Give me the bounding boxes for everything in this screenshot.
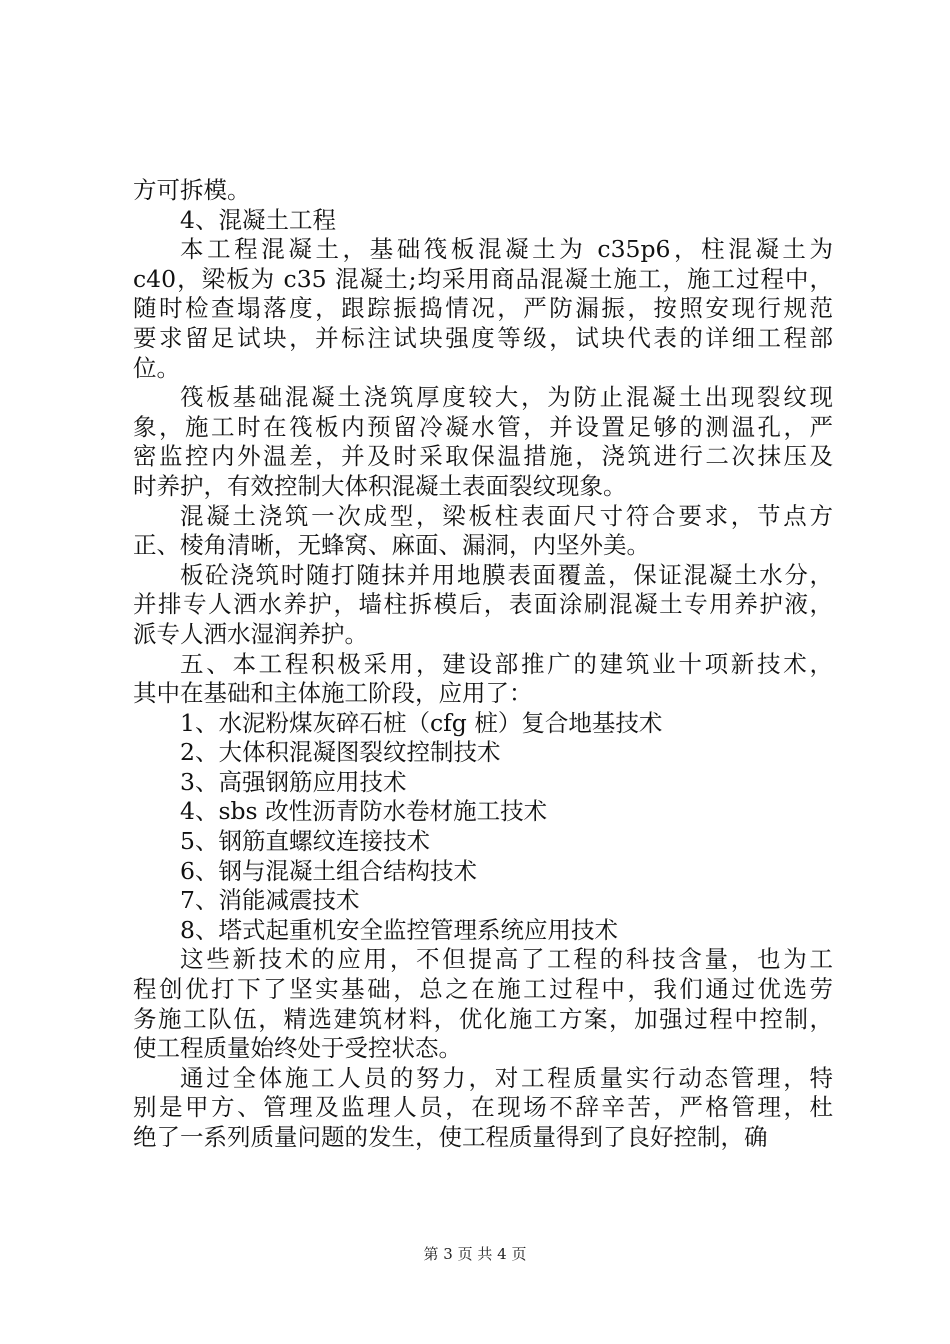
paragraph: [133, 1064, 833, 1153]
text-line: 6、钢与混凝土组合结构技术: [180, 856, 477, 885]
text-line: 位。: [133, 353, 180, 382]
text-line: 五、本工程积极采用，建设部推广的建筑业十项新技术，: [180, 649, 833, 678]
text-line: 方可拆模。: [133, 176, 251, 204]
text-line: 2、大体积混凝图裂纹控制技术: [180, 738, 501, 767]
text-line: 1、水泥粉煤灰碎石桩（cfg 桩）复合地基技术: [180, 708, 663, 737]
paragraph: [133, 206, 833, 236]
text-line: 4、混凝土工程: [180, 205, 336, 234]
text-line: 程创优打下了坚实基础，总之在施工过程中，我们通过优选劳: [133, 975, 833, 1004]
text-line: 正、棱角清晰，无蜂窝、麻面、漏洞，内坚外美。: [133, 531, 650, 560]
text-line: 并排专人洒水养护，墙柱拆模后，表面涂刷混凝土专用养护液，: [133, 590, 833, 619]
text-line: 本工程混凝土，基础筏板混凝土为 c35p6，柱混凝土为: [180, 235, 833, 264]
text-line: c40，梁板为 c35 混凝土;均采用商品混凝土施工，施工过程中，: [133, 264, 833, 293]
text-line: 7、消能减震技术: [180, 886, 360, 915]
text-line: 派专人洒水湿润养护。: [133, 619, 368, 648]
paragraph: [133, 502, 833, 561]
text-line: 筏板基础混凝土浇筑厚度较大，为防止混凝土出现裂纹现: [180, 383, 833, 412]
paragraph: [133, 827, 833, 857]
document-body: [133, 176, 833, 1153]
paragraph: [133, 561, 833, 650]
text-line: 务施工队伍，精选建筑材料，优化施工方案，加强过程中控制，: [133, 1004, 833, 1033]
text-line: 绝了一系列质量问题的发生，使工程质量得到了良好控制，确: [133, 1123, 768, 1151]
text-line: 别是甲方、管理及监理人员，在现场不辞辛苦，严格管理，杜: [133, 1093, 833, 1122]
text-line: 随时检查塌落度，跟踪振捣情况，严防漏振，按照安现行规范: [133, 294, 833, 323]
paragraph: [133, 383, 833, 501]
paragraph: [133, 650, 833, 709]
text-line: 8、塔式起重机安全监控管理系统应用技术: [180, 915, 618, 944]
page-footer: 第 3 页 共 4 页: [423, 1245, 527, 1263]
text-line: 要求留足试块，并标注试块强度等级，试块代表的详细工程部: [133, 323, 833, 352]
text-line: 板砼浇筑时随打随抹并用地膜表面覆盖，保证混凝土水分，: [180, 560, 833, 589]
text-line: 3、高强钢筋应用技术: [180, 767, 407, 796]
text-line: 使工程质量始终处于受控状态。: [133, 1034, 462, 1063]
paragraph: [133, 709, 833, 739]
text-line: 这些新技术的应用，不但提高了工程的科技含量，也为工: [180, 945, 833, 974]
paragraph: [133, 235, 833, 383]
paragraph: [133, 886, 833, 916]
paragraph: [133, 176, 833, 206]
text-line: 5、钢筋直螺纹连接技术: [180, 827, 430, 856]
text-line: 通过全体施工人员的努力，对工程质量实行动态管理，特: [180, 1063, 833, 1092]
text-line: 混凝土浇筑一次成型，梁板柱表面尺寸符合要求，节点方: [180, 501, 833, 530]
text-line: 密监控内外温差，并及时采取保温措施，浇筑进行二次抹压及: [133, 442, 833, 471]
paragraph: [133, 797, 833, 827]
text-line: 时养护，有效控制大体积混凝土表面裂纹现象。: [133, 471, 627, 500]
text-line: 4、sbs 改性沥青防水卷材施工技术: [180, 797, 548, 826]
text-line: 象，施工时在筏板内预留冷凝水管，并设置足够的测温孔，严: [133, 412, 833, 441]
paragraph: [133, 768, 833, 798]
paragraph: [133, 945, 833, 1063]
paragraph: [133, 857, 833, 887]
paragraph: [133, 738, 833, 768]
paragraph: [133, 916, 833, 946]
text-line: 其中在基础和主体施工阶段，应用了：: [133, 679, 533, 708]
